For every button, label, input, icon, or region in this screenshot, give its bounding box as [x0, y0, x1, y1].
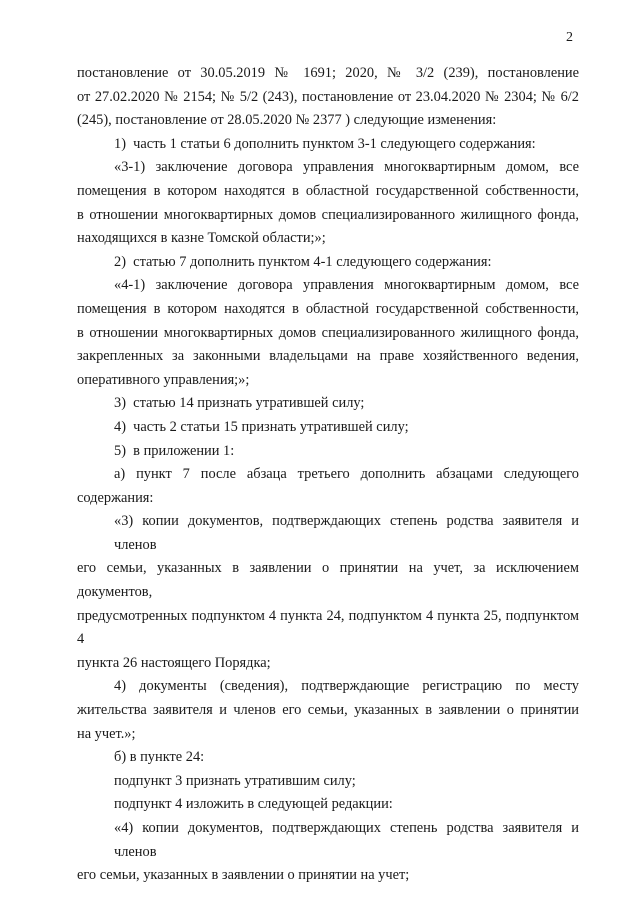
text-line: в отношении многоквартирных домов специализированного жилищного фонда, [77, 324, 579, 341]
text-line: подпункт 4 изложить в следующей редакции: [114, 796, 393, 813]
paragraph [77, 133, 579, 157]
text-line: «4) копии документов, подтверждающих степень родства заявителя и членов [114, 820, 579, 860]
paragraph [77, 156, 579, 250]
text-line: 1) часть 1 статьи 6 дополнить пунктом 3-1 следующего содержания: [114, 135, 536, 152]
text-line: предусмотренных подпунктом 4 пункта 24, подпунктом 4 пункта 25, подпунктом 4 [77, 607, 579, 648]
paragraph [77, 463, 579, 510]
paragraph [77, 440, 579, 464]
paragraph [77, 675, 579, 746]
text-line: подпункт 3 признать утратившим силу; [114, 772, 356, 789]
text-line: в отношении многоквартирных домов специализированного жилищного фонда, [77, 206, 579, 223]
paragraph [77, 274, 579, 392]
paragraph [77, 62, 579, 133]
text-line: пункта 26 настоящего Порядка; [77, 654, 271, 671]
text-line: от 27.02.2020 № 2154; № 5/2 (243), постановление от 23.04.2020 № 2304; № 6/2 [77, 88, 579, 105]
document-body [77, 62, 579, 888]
paragraph [77, 416, 579, 440]
text-line: 5) в приложении 1: [114, 442, 235, 459]
text-line: а) пункт 7 после абзаца третьего дополнить абзацами следующего [114, 466, 579, 483]
paragraph [77, 817, 579, 888]
text-line: «3-1) заключение договора управления многоквартирным домом, все [114, 159, 579, 176]
text-line: б) в пункте 24: [114, 749, 205, 766]
text-line: «4-1) заключение договора управления многоквартирным домом, все [114, 277, 579, 294]
text-line: 2) статью 7 дополнить пунктом 4-1 следующего содержания: [114, 253, 492, 270]
text-line: содержания: [77, 489, 154, 506]
text-line: закрепленных за законными владельцами на праве хозяйственного ведения, [77, 348, 579, 365]
text-line: жительства заявителя и членов его семьи, указанных в заявлении о принятии [77, 702, 579, 719]
text-line: 4) часть 2 статьи 15 признать утратившей силу; [114, 418, 409, 435]
text-line: 3) статью 14 признать утратившей силу; [114, 395, 365, 412]
text-line: на учет.»; [77, 725, 136, 742]
text-line: находящихся в казне Томской области;»; [77, 230, 326, 247]
paragraph [77, 746, 579, 770]
paragraph [77, 770, 579, 794]
text-line: помещения в котором находятся в областной государственной собственности, [77, 182, 579, 199]
text-line: «3) копии документов, подтверждающих степень родства заявителя и членов [114, 513, 579, 553]
text-line: его семьи, указанных в заявлении о принятии на учет, за исключением документов, [77, 560, 579, 601]
page-number: 2 [566, 30, 573, 45]
text-line: (245), постановление от 28.05.2020 № 2377 ) следующие изменения: [77, 112, 497, 129]
text-line: помещения в котором находятся в областной государственной собственности, [77, 300, 579, 317]
text-line: постановление от 30.05.2019 № 1691; 2020, № 3/2 (239), постановление [77, 65, 579, 81]
text-line: 4) документы (сведения), подтверждающие регистрацию по месту [114, 678, 579, 695]
paragraph [77, 510, 579, 675]
text-line: его семьи, указанных в заявлении о принятии на учет; [77, 867, 410, 884]
paragraph [77, 793, 579, 817]
paragraph [77, 392, 579, 416]
paragraph [77, 251, 579, 275]
text-line: оперативного управления;»; [77, 371, 250, 388]
